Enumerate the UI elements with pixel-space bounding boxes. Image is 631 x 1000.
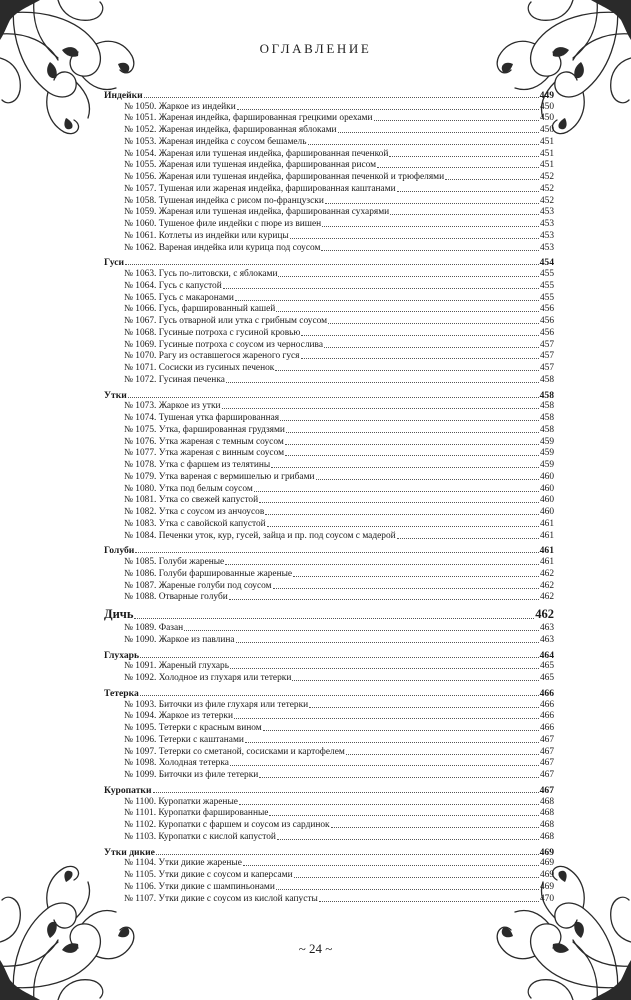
entry-title: № 1051. Жареная индейка, фаршированная грецкими орехами xyxy=(124,113,373,124)
entry-page-number: 467 xyxy=(539,770,554,780)
entry-title: № 1072. Гусиная печенка xyxy=(124,374,225,385)
toc-entry xyxy=(104,412,554,424)
entry-title: Голуби xyxy=(104,545,135,557)
entry-page-number: 469 xyxy=(539,858,554,869)
entry-title: № 1107. Утки дикие с соусом из кислой капусты xyxy=(124,893,318,904)
entry-title: № 1101. Куропатки фаршированные xyxy=(124,808,269,819)
entry-title: № 1094. Жаркое из тетерки xyxy=(124,711,233,722)
entry-title: № 1106. Утки дикие с шампиньонами xyxy=(124,881,275,892)
entry-page-number: 463 xyxy=(539,623,554,633)
entry-title: № 1087. Жареные голуби под соусом xyxy=(124,580,272,591)
toc-entry xyxy=(104,230,554,242)
dot-leader xyxy=(134,618,534,619)
toc-entry xyxy=(104,506,554,518)
dot-leader xyxy=(285,444,539,445)
dot-leader xyxy=(290,238,539,239)
entry-title: № 1084. Печенки уток, кур, гусей, зайца и пр. под соусом с мадерой xyxy=(124,530,396,541)
dot-leader xyxy=(301,358,539,359)
entry-page-number: 469 xyxy=(539,870,554,880)
entry-title: № 1067. Гусь отварной или утка с грибным соусом xyxy=(124,316,328,326)
dot-leader xyxy=(278,276,538,277)
toc-entry xyxy=(104,436,554,448)
entry-page-number: 467 xyxy=(539,746,554,757)
page-number: ~ 24 ~ xyxy=(298,941,333,956)
toc-entry xyxy=(104,160,554,172)
toc-entry xyxy=(104,171,554,183)
dot-leader xyxy=(280,420,539,421)
toc-entry xyxy=(104,699,554,711)
toc-entry xyxy=(104,893,554,905)
dot-leader xyxy=(230,765,539,766)
entry-page-number: 457 xyxy=(539,339,554,350)
toc-entry xyxy=(104,661,554,673)
entry-page-number: 462 xyxy=(539,592,554,603)
dot-leader xyxy=(153,792,539,793)
dot-leader xyxy=(140,695,539,696)
entry-page-number: 468 xyxy=(539,831,554,842)
entry-page-number: 458 xyxy=(539,401,554,412)
entry-title: № 1066. Гусь, фаршированный кашей xyxy=(124,304,276,315)
toc-entry xyxy=(104,101,554,113)
toc-entry xyxy=(104,374,554,386)
entry-title: № 1080. Утка под белым соусом xyxy=(124,483,253,494)
entry-page-number: 468 xyxy=(539,808,554,819)
dot-leader xyxy=(263,730,539,731)
toc-entry xyxy=(104,711,554,723)
toc-subheading xyxy=(104,846,554,858)
dot-leader xyxy=(223,288,539,289)
entry-title: № 1078. Утка с фаршем из телятины xyxy=(124,460,271,470)
toc-entry xyxy=(104,471,554,483)
toc-entry xyxy=(104,362,554,374)
entry-page-number: 461 xyxy=(539,545,554,557)
toc-entry xyxy=(104,424,554,436)
entry-page-number: 456 xyxy=(539,304,554,315)
dot-leader xyxy=(301,335,539,336)
toc-entry xyxy=(104,592,554,604)
entry-page-number: 469 xyxy=(539,846,554,858)
toc-entry xyxy=(104,268,554,280)
dot-leader xyxy=(245,742,539,743)
dot-leader xyxy=(265,514,539,515)
entry-page-number: 467 xyxy=(539,784,554,796)
toc-entry xyxy=(104,831,554,843)
toc-entry xyxy=(104,351,554,363)
toc-entry xyxy=(104,304,554,316)
dot-leader xyxy=(226,382,539,383)
dot-leader xyxy=(254,491,539,492)
toc-entry xyxy=(104,530,554,542)
entry-page-number: 462 xyxy=(535,607,554,622)
dot-leader xyxy=(397,538,539,539)
entry-page-number: 458 xyxy=(539,413,554,423)
entry-page-number: 461 xyxy=(539,530,554,541)
entry-title: № 1105. Утки дикие с соусом и каперсами xyxy=(124,870,293,880)
entry-page-number: 461 xyxy=(539,518,554,529)
entry-page-number: 460 xyxy=(539,495,554,506)
entry-page-number: 459 xyxy=(539,436,554,447)
entry-title: № 1070. Рагу из оставшегося жареного гуся xyxy=(124,351,300,362)
dot-leader xyxy=(324,347,539,348)
dot-leader xyxy=(271,467,539,468)
dot-leader xyxy=(397,191,539,192)
dot-leader xyxy=(308,144,539,145)
entry-title: Куропатки xyxy=(104,784,152,796)
toc-entry xyxy=(104,518,554,530)
page-title: ОГЛАВЛЕНИЕ xyxy=(259,41,372,56)
dot-leader xyxy=(292,680,539,681)
dot-leader xyxy=(389,156,539,157)
toc-entry xyxy=(104,769,554,781)
entry-page-number: 466 xyxy=(539,723,554,733)
toc-entry xyxy=(104,483,554,495)
entry-page-number: 452 xyxy=(539,183,554,194)
entry-page-number: 461 xyxy=(539,557,554,567)
entry-page-number: 466 xyxy=(539,711,554,722)
dot-leader xyxy=(269,815,539,816)
entry-title: № 1100. Куропатки жареные xyxy=(124,796,238,807)
entry-title: № 1052. Жареная индейка, фаршированная яблоками xyxy=(124,125,337,135)
toc-section-heading xyxy=(104,606,554,622)
entry-title: № 1074. Тушеная утка фаршированная xyxy=(124,413,280,423)
toc-entry xyxy=(104,858,554,870)
entry-title: № 1085. Голуби жареные xyxy=(124,557,225,567)
entry-page-number: 453 xyxy=(539,219,554,229)
toc-entry xyxy=(104,556,554,568)
dot-leader xyxy=(319,901,539,902)
entry-page-number: 457 xyxy=(539,351,554,362)
toc-entry xyxy=(104,292,554,304)
dot-leader xyxy=(259,502,539,503)
dot-leader xyxy=(156,854,539,855)
dot-leader xyxy=(328,323,539,324)
entry-title: № 1060. Тушеное филе индейки с пюре из вишен xyxy=(124,219,322,229)
dot-leader xyxy=(234,718,539,719)
dot-leader xyxy=(235,300,539,301)
entry-page-number: 458 xyxy=(539,374,554,385)
entry-title: № 1077. Утка жареная с винным соусом xyxy=(124,448,285,459)
entry-title: Утки xyxy=(104,389,127,401)
entry-title: № 1073. Жаркое из утки xyxy=(124,401,221,412)
entry-page-number: 449 xyxy=(539,89,554,101)
entry-title: № 1104. Утки дикие жареные xyxy=(124,858,242,869)
toc-entry xyxy=(104,819,554,831)
entry-page-number: 460 xyxy=(539,483,554,494)
entry-page-number: 450 xyxy=(539,101,554,112)
entry-title: № 1083. Утка с савойской капустой xyxy=(124,518,266,529)
dot-leader xyxy=(239,804,539,805)
entry-page-number: 458 xyxy=(539,389,554,401)
toc-subheading xyxy=(104,545,554,557)
entry-page-number: 451 xyxy=(539,136,554,147)
entry-title: № 1086. Голуби фаршированные жареные xyxy=(124,568,293,579)
entry-page-number: 455 xyxy=(539,292,554,303)
entry-title: Дичь xyxy=(104,607,134,622)
entry-title: № 1098. Холодная тетерка xyxy=(124,758,229,769)
dot-leader xyxy=(273,588,539,589)
entry-title: № 1068. Гусиные потроха с гусиной кровью xyxy=(124,327,301,338)
dot-leader xyxy=(128,397,539,398)
dot-leader xyxy=(222,408,539,409)
entry-page-number: 468 xyxy=(539,796,554,807)
entry-title: № 1069. Гусиные потроха с соусом из чернослива xyxy=(124,339,323,350)
entry-title: № 1056. Жареная или тушеная индейка, фаршированная печенкой и трюфелями xyxy=(124,172,445,182)
entry-page-number: 470 xyxy=(539,893,554,904)
toc-entry xyxy=(104,672,554,684)
toc-entry xyxy=(104,495,554,507)
entry-page-number: 468 xyxy=(539,820,554,830)
entry-title: № 1082. Утка с соусом из анчоусов xyxy=(124,507,265,517)
toc-entry xyxy=(104,148,554,160)
entry-title: Глухарь xyxy=(104,649,140,661)
dot-leader xyxy=(346,754,539,755)
entry-title: № 1053. Жареная индейка с соусом бешамель xyxy=(124,136,307,147)
dot-leader xyxy=(285,455,539,456)
entry-page-number: 457 xyxy=(539,363,554,373)
entry-page-number: 459 xyxy=(539,460,554,470)
entry-title: № 1075. Утка, фаршированная грудзями xyxy=(124,424,285,435)
dot-leader xyxy=(275,370,539,371)
entry-page-number: 466 xyxy=(539,687,554,699)
toc-entry xyxy=(104,869,554,881)
dot-leader xyxy=(316,479,539,480)
toc-entry xyxy=(104,448,554,460)
entry-title: № 1063. Гусь по-литовски, с яблоками xyxy=(124,269,278,279)
entry-page-number: 453 xyxy=(539,207,554,218)
toc-entry xyxy=(104,136,554,148)
entry-title: № 1065. Гусь с макаронами xyxy=(124,292,234,303)
entry-title: № 1061. Котлеты из индейки или курицы xyxy=(124,230,289,241)
toc-entry xyxy=(104,758,554,770)
toc-subheading xyxy=(104,649,554,661)
entry-page-number: 454 xyxy=(539,257,554,269)
entry-title: № 1079. Утка вареная с вермишелью и грибами xyxy=(124,471,315,482)
toc-entry xyxy=(104,401,554,413)
entry-title: Гуси xyxy=(104,257,125,269)
dot-leader xyxy=(276,311,539,312)
toc-subheading xyxy=(104,389,554,401)
toc-entry xyxy=(104,113,554,125)
entry-title: Индейки xyxy=(104,89,143,101)
entry-page-number: 453 xyxy=(539,230,554,241)
entry-title: № 1103. Куропатки с кислой капустой xyxy=(124,831,276,842)
entry-title: № 1059. Жареная или тушеная индейка, фаршированная сухарями xyxy=(124,207,390,218)
entry-page-number: 456 xyxy=(539,316,554,326)
dot-leader xyxy=(259,777,539,778)
dot-leader xyxy=(286,432,539,433)
toc-entry xyxy=(104,796,554,808)
entry-page-number: 455 xyxy=(539,269,554,279)
dot-leader xyxy=(237,109,539,110)
toc-entry xyxy=(104,183,554,195)
toc-entry xyxy=(104,459,554,471)
toc-subheading xyxy=(104,687,554,699)
entry-page-number: 462 xyxy=(539,580,554,591)
entry-title: № 1099. Биточки из филе тетерки xyxy=(124,770,259,780)
toc-entry xyxy=(104,568,554,580)
entry-title: Тетерка xyxy=(104,687,139,699)
entry-page-number: 455 xyxy=(539,280,554,291)
entry-title: № 1050. Жаркое из индейки xyxy=(124,101,236,112)
entry-page-number: 459 xyxy=(539,448,554,459)
entry-title: № 1081. Утка со свежей капустой xyxy=(124,495,259,506)
dot-leader xyxy=(125,264,539,265)
dot-leader xyxy=(374,120,539,121)
dot-leader xyxy=(140,657,539,658)
toc-entry xyxy=(104,622,554,634)
entry-page-number: 465 xyxy=(539,673,554,683)
toc-entry xyxy=(104,734,554,746)
dot-leader xyxy=(236,642,539,643)
toc-entry xyxy=(104,881,554,893)
entry-title: № 1064. Гусь с капустой xyxy=(124,280,222,291)
entry-page-number: 451 xyxy=(539,148,554,159)
toc-entry xyxy=(104,634,554,646)
toc-entry xyxy=(104,339,554,351)
dot-leader xyxy=(331,827,539,828)
entry-title: № 1089. Фазан xyxy=(124,623,184,633)
toc-entry xyxy=(104,327,554,339)
entry-page-number: 456 xyxy=(539,327,554,338)
toc-entry xyxy=(104,124,554,136)
entry-page-number: 453 xyxy=(539,242,554,253)
entry-title: № 1058. Тушеная индейка с рисом по-французски xyxy=(124,195,324,206)
dot-leader xyxy=(277,839,539,840)
dot-leader xyxy=(322,226,539,227)
dot-leader xyxy=(243,865,539,866)
entry-title: № 1092. Холодное из глухаря или тетерки xyxy=(124,673,292,683)
entry-title: № 1091. Жареный глухарь xyxy=(124,661,230,672)
toc-entry xyxy=(104,280,554,292)
dot-leader xyxy=(294,877,539,878)
dot-leader xyxy=(267,526,539,527)
toc-entry xyxy=(104,746,554,758)
entry-page-number: 463 xyxy=(539,634,554,645)
toc-entry xyxy=(104,722,554,734)
dot-leader xyxy=(225,564,539,565)
dot-leader xyxy=(390,214,539,215)
entry-title: № 1076. Утка жареная с темным соусом xyxy=(124,436,284,447)
entry-page-number: 450 xyxy=(539,113,554,124)
dot-leader xyxy=(230,668,539,669)
toc-subheading xyxy=(104,784,554,796)
entry-page-number: 469 xyxy=(539,881,554,892)
entry-page-number: 467 xyxy=(539,758,554,769)
entry-title: № 1055. Жареная или тушеная индейка, фаршированная рисом xyxy=(124,160,377,171)
dot-leader xyxy=(135,552,538,553)
entry-title: № 1095. Тетерки с красным вином xyxy=(124,723,262,733)
entry-title: № 1088. Отварные голуби xyxy=(124,592,228,603)
toc-subheading xyxy=(104,89,554,101)
dot-leader xyxy=(229,599,539,600)
entry-page-number: 452 xyxy=(539,172,554,182)
toc-entry xyxy=(104,315,554,327)
entry-title: № 1054. Жареная или тушеная индейка, фаршированная печенкой xyxy=(124,148,389,159)
toc-entry xyxy=(104,195,554,207)
table-of-contents xyxy=(104,89,554,905)
entry-title: № 1097. Тетерки со сметаной, сосисками и картофелем xyxy=(124,746,345,757)
entry-page-number: 458 xyxy=(539,424,554,435)
entry-page-number: 452 xyxy=(539,195,554,206)
entry-page-number: 460 xyxy=(539,507,554,517)
dot-leader xyxy=(325,203,539,204)
entry-title: № 1093. Биточки из филе глухаря или тетерки xyxy=(124,699,309,710)
entry-title: № 1102. Куропатки с фаршем и соусом из сардинок xyxy=(124,820,330,830)
entry-title: № 1057. Тушеная или жареная индейка, фаршированная каштанами xyxy=(124,183,396,194)
entry-page-number: 460 xyxy=(539,471,554,482)
entry-title: № 1071. Сосиски из гусиных печенок xyxy=(124,363,275,373)
toc-entry xyxy=(104,580,554,592)
entry-page-number: 465 xyxy=(539,661,554,672)
entry-title: Утки дикие xyxy=(104,846,155,858)
toc-entry xyxy=(104,242,554,254)
toc-entry xyxy=(104,207,554,219)
entry-page-number: 451 xyxy=(539,160,554,171)
entry-title: № 1090. Жаркое из павлина xyxy=(124,634,235,645)
entry-title: № 1096. Тетерки с каштанами xyxy=(124,734,244,745)
toc-entry xyxy=(104,218,554,230)
toc-subheading xyxy=(104,257,554,269)
entry-page-number: 450 xyxy=(539,125,554,135)
entry-title: № 1062. Вареная индейка или курица под соусом xyxy=(124,242,321,253)
toc-entry xyxy=(104,808,554,820)
dot-leader xyxy=(445,179,539,180)
dot-leader xyxy=(184,630,539,631)
dot-leader xyxy=(144,97,539,98)
dot-leader xyxy=(309,707,539,708)
entry-page-number: 467 xyxy=(539,734,554,745)
entry-page-number: 464 xyxy=(539,649,554,661)
dot-leader xyxy=(377,167,539,168)
dot-leader xyxy=(338,132,539,133)
dot-leader xyxy=(276,889,539,890)
dot-leader xyxy=(293,576,539,577)
dot-leader xyxy=(321,250,538,251)
entry-page-number: 466 xyxy=(539,699,554,710)
entry-page-number: 462 xyxy=(539,568,554,579)
